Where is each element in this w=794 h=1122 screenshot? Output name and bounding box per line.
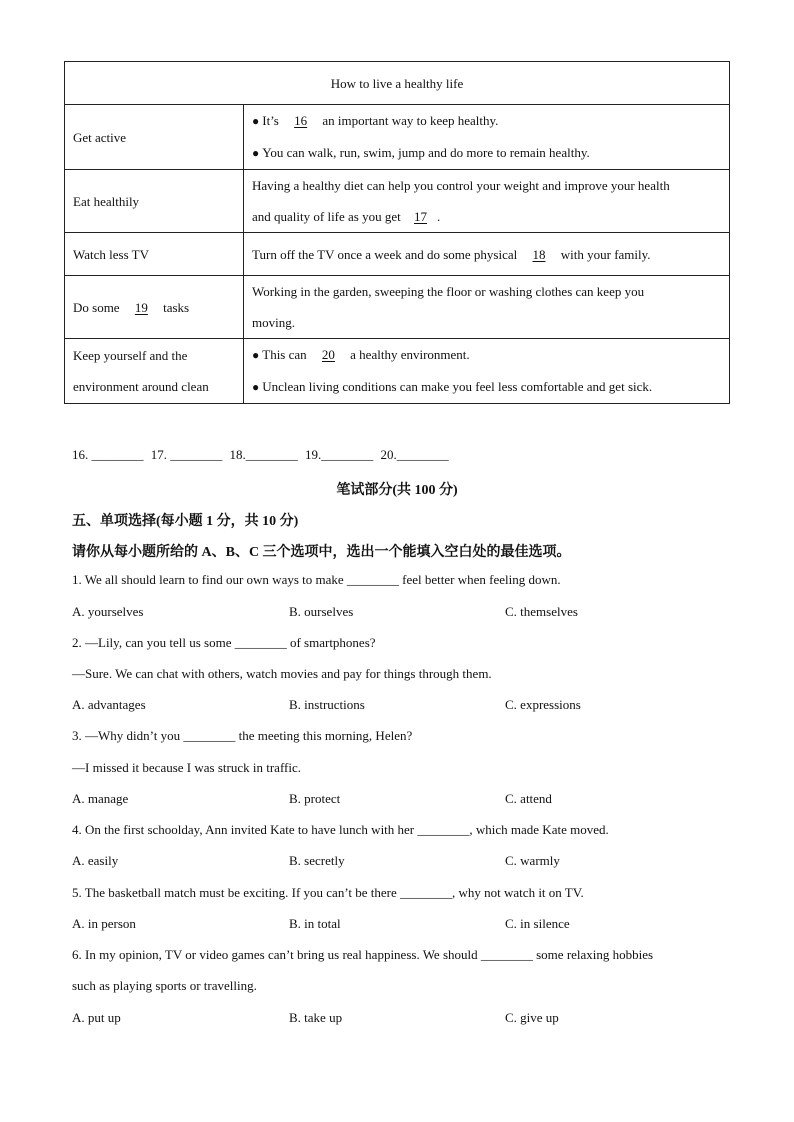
table-row — [65, 170, 730, 233]
option-c: C. attend — [505, 791, 552, 806]
option-a: A. advantages — [72, 697, 146, 712]
answer-blanks: 16. ________ 17. ________ 18.________ 19.________ 20.________ — [72, 447, 449, 462]
blank-18: 18 — [532, 246, 546, 262]
written-part-title: 笔试部分(共 100 分) — [336, 483, 458, 498]
question-6: 6. In my opinion, TV or video games can’t bring us real happiness. We should ________ some relaxing hobbies — [72, 947, 654, 962]
question-5: 5. The basketball match must be exciting. If you can’t be there ________, why not watch it on TV. — [72, 885, 584, 900]
table-title: How to live a healthy life — [65, 62, 730, 105]
table-row — [65, 339, 730, 404]
bullet-icon: ● — [252, 114, 260, 128]
question-1: 1. We all should learn to find our own ways to make ________ feel better when feeling down. — [72, 572, 561, 587]
option-b: B. take up — [289, 1010, 343, 1025]
question-4: 4. On the first schoolday, Ann invited Kate to have lunch with her ________, which made Kate moved. — [72, 822, 609, 837]
table-row — [65, 276, 730, 339]
row-content: Working in the garden, sweeping the floor or washing clothes can keep you moving. — [244, 276, 730, 339]
option-b: B. ourselves — [289, 604, 354, 619]
question-6-cont: such as playing sports or travelling. — [72, 978, 257, 993]
question-3: 3. —Why didn’t you ________ the meeting this morning, Helen? — [72, 728, 413, 743]
blank-17: 17 — [414, 209, 427, 224]
notes-table — [64, 61, 730, 404]
option-a: A. put up — [72, 1010, 121, 1025]
blank-20: 20 — [321, 347, 335, 362]
blank-16: 16 — [294, 113, 308, 128]
bullet-icon: ● — [252, 348, 260, 362]
row-label: Watch less TV — [65, 233, 244, 276]
option-c: C. in silence — [505, 916, 570, 931]
row-label: Eat healthily — [65, 170, 244, 233]
section-title: 五、单项选择(每小题 1 分，共 10 分) — [72, 514, 299, 529]
option-a: A. in person — [72, 916, 136, 931]
blank-19: 19 — [134, 299, 148, 315]
question-2-answer: —Sure. We can chat with others, watch movies and pay for things through them. — [72, 666, 492, 681]
option-a: A. manage — [72, 791, 129, 806]
bullet-icon: ● — [252, 380, 260, 394]
bullet-icon: ● — [252, 146, 260, 160]
row-label: Get active — [65, 105, 244, 170]
row-label: Keep yourself and the environment around clean — [65, 339, 244, 404]
table-row — [65, 233, 730, 276]
question-3-answer: —I missed it because I was struck in traffic. — [72, 760, 301, 775]
option-c: C. give up — [505, 1010, 559, 1025]
table-row — [65, 105, 730, 170]
row-content: ● This can 20 a healthy environment. ● Unclean living conditions can make you feel less comfortable and get sick. — [244, 339, 730, 404]
row-content: ● It’s 16 an important way to keep healthy. ● You can walk, run, swim, jump and do more to remain healthy. — [244, 105, 730, 170]
option-a: A. easily — [72, 853, 119, 868]
option-c: C. themselves — [505, 604, 578, 619]
section-instruction: 请你从每小题所给的 A、B、C 三个选项中，选出一个能填入空白处的最佳选项。 — [72, 545, 571, 560]
option-b: B. instructions — [289, 697, 365, 712]
row-content: Turn off the TV once a week and do some physical 18 with your family. — [244, 233, 730, 276]
row-label: Do some 19 tasks — [65, 276, 244, 339]
option-b: B. in total — [289, 916, 341, 931]
option-c: C. warmly — [505, 853, 560, 868]
option-a: A. yourselves — [72, 604, 144, 619]
question-2: 2. —Lily, can you tell us some ________ of smartphones? — [72, 635, 376, 650]
option-b: B. secretly — [289, 853, 345, 868]
option-c: C. expressions — [505, 697, 581, 712]
option-b: B. protect — [289, 791, 341, 806]
row-content: Having a healthy diet can help you control your weight and improve your health and quality of life as you get 17 . — [244, 170, 730, 233]
